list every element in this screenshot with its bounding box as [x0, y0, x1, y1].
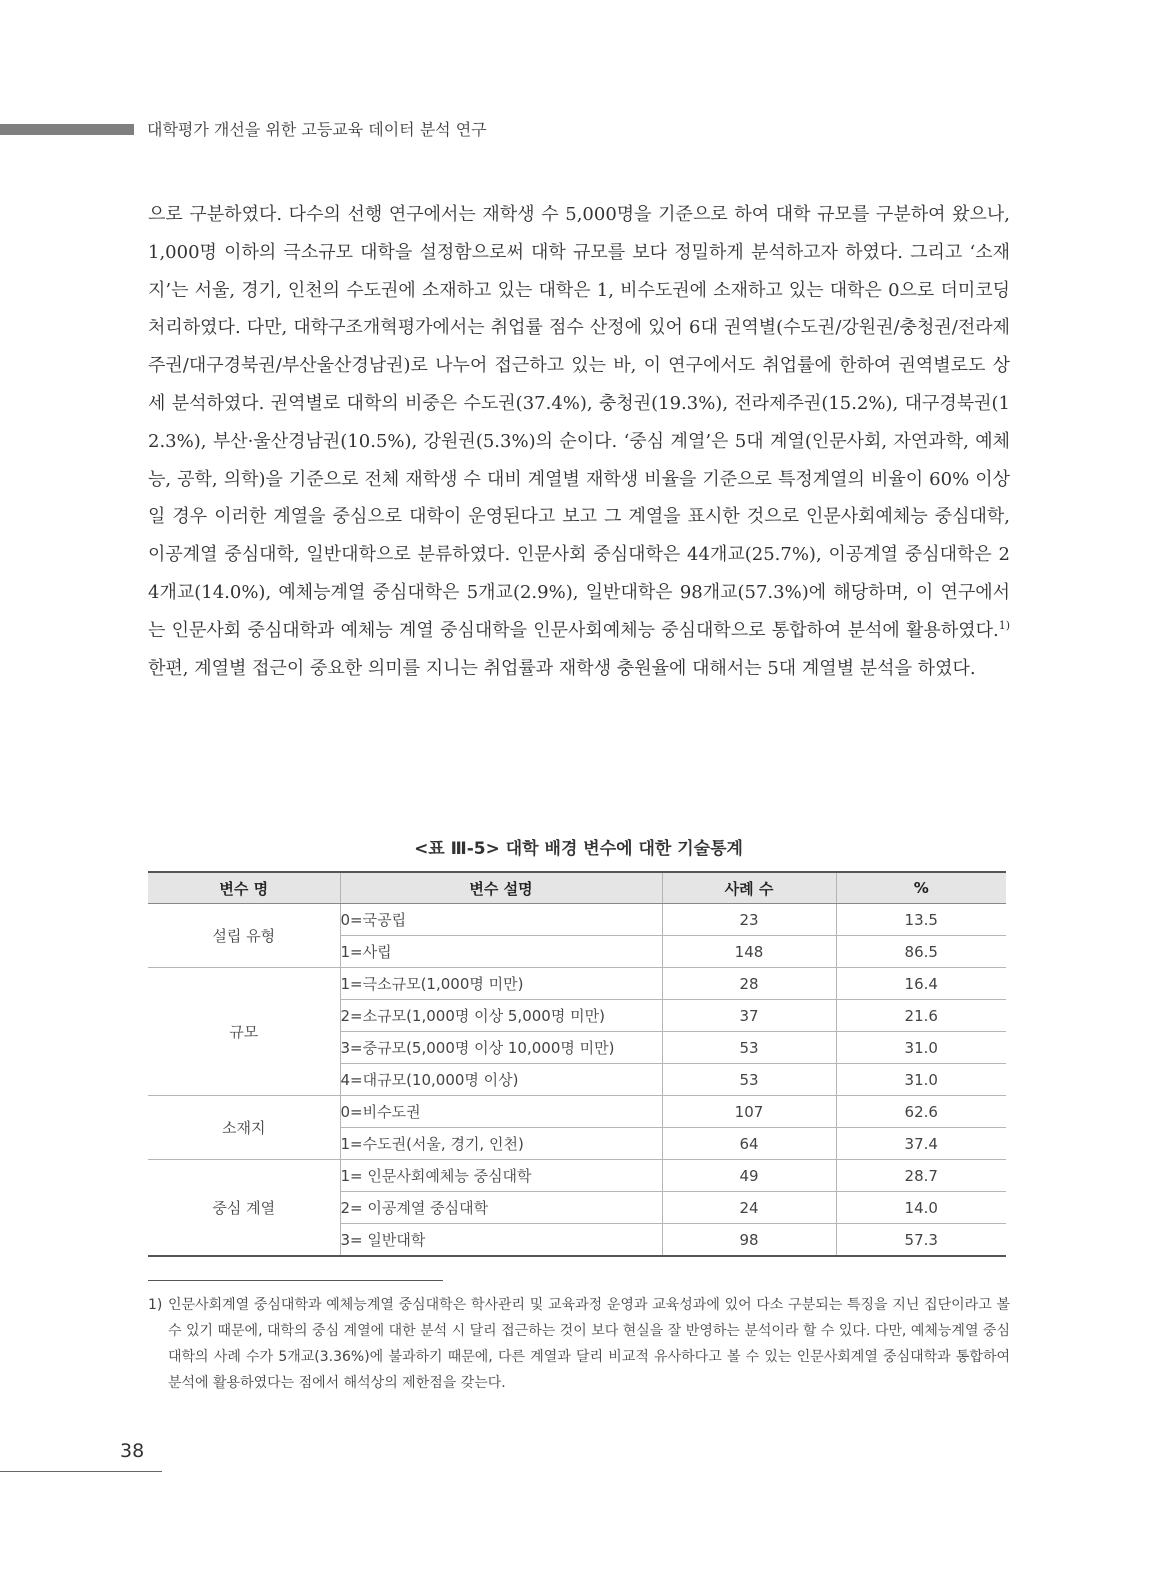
percent-cell: 31.0 [836, 1064, 1006, 1096]
column-header-variable: 변수 명 [148, 872, 340, 904]
descriptive-stats-table [148, 871, 1006, 1257]
table-header-row [148, 872, 1006, 904]
description-cell: 2= 이공계열 중심대학 [340, 1192, 662, 1224]
count-cell: 23 [662, 904, 836, 936]
footnote-reference[interactable]: 1) [998, 618, 1010, 632]
count-cell: 24 [662, 1192, 836, 1224]
variable-name-cell: 설립 유형 [148, 904, 340, 968]
table-row [148, 904, 1006, 936]
percent-cell: 31.0 [836, 1032, 1006, 1064]
description-cell: 1=사립 [340, 936, 662, 968]
percent-cell: 57.3 [836, 1224, 1006, 1257]
percent-cell: 62.6 [836, 1096, 1006, 1128]
footnote [148, 1292, 1010, 1396]
running-header-title: 대학평가 개선을 위한 고등교육 데이터 분석 연구 [147, 120, 487, 139]
page-number-rule [0, 1471, 162, 1472]
percent-cell: 28.7 [836, 1160, 1006, 1192]
count-cell: 53 [662, 1032, 836, 1064]
body-paragraph [148, 196, 1010, 687]
variable-name-cell: 소재지 [148, 1096, 340, 1160]
description-cell: 1=극소규모(1,000명 미만) [340, 968, 662, 1000]
description-cell: 4=대규모(10,000명 이상) [340, 1064, 662, 1096]
count-cell: 107 [662, 1096, 836, 1128]
count-cell: 28 [662, 968, 836, 1000]
variable-name-cell: 규모 [148, 968, 340, 1096]
table-row [148, 968, 1006, 1000]
percent-cell: 37.4 [836, 1128, 1006, 1160]
table-row [148, 1096, 1006, 1128]
count-cell: 49 [662, 1160, 836, 1192]
page-number: 38 [120, 1440, 145, 1462]
count-cell: 37 [662, 1000, 836, 1032]
description-cell: 3= 일반대학 [340, 1224, 662, 1257]
footnote-number: 1) [148, 1297, 163, 1313]
count-cell: 64 [662, 1128, 836, 1160]
column-header-count: 사례 수 [662, 872, 836, 904]
table-row [148, 1160, 1006, 1192]
description-cell: 2=소규모(1,000명 이상 5,000명 미만) [340, 1000, 662, 1032]
description-cell: 3=중규모(5,000명 이상 10,000명 미만) [340, 1032, 662, 1064]
percent-cell: 86.5 [836, 936, 1006, 968]
description-cell: 1=수도권(서울, 경기, 인천) [340, 1128, 662, 1160]
percent-cell: 16.4 [836, 968, 1006, 1000]
count-cell: 53 [662, 1064, 836, 1096]
column-header-description: 변수 설명 [340, 872, 662, 904]
footnote-divider [148, 1280, 443, 1281]
description-cell: 0=비수도권 [340, 1096, 662, 1128]
percent-cell: 13.5 [836, 904, 1006, 936]
description-cell: 0=국공립 [340, 904, 662, 936]
count-cell: 98 [662, 1224, 836, 1257]
percent-cell: 14.0 [836, 1192, 1006, 1224]
variable-name-cell: 중심 계열 [148, 1160, 340, 1257]
description-cell: 1= 인문사회예체능 중심대학 [340, 1160, 662, 1192]
count-cell: 148 [662, 936, 836, 968]
header-decoration-bar [0, 124, 134, 135]
body-text-part1: 으로 구분하였다. 다수의 선행 연구에서는 재학생 수 5,000명을 기준으로 하여 대학 규모를 구분하여 왔으나, 1,000명 이하의 극소규모 대학을 설정함으로써 대학 규모를 보다 정밀하게 분석하고자 하였다. 그리고 ‘소재지’는 서울, 경기, 인천의 수도권에 소재하고 있는 대학은 1, 비수도권에 소재하고 있는 대학은 0으로 더미코딩 처리하였다. 다만, 대학구조개혁평가에서는 취업률 점수 산정에 있어 6대 권역별(수도권/강원권/충청권/전라제주권/대구경북권/부산울산경남권)로 나누어 접근하고 있는 바, 이 연구에서도 취업률에 한하여 권역별로도 상세 분석하였다. 권역별로 대학의 비중은 수도권(37.4%), 충청권(19.3%), 전라제주권(15.2%), 대구경북권(12.3%), 부산·울산경남권(10.5%), 강원권(5.3%)의 순이다. ‘중심 계열’은 5대 계열(인문사회, 자연과학, 예체능, 공학, 의학)을 기준으로 전체 재학생 수 대비 계열별 재학생 비율을 기준으로 특정계열의 비율이 60% 이상일 경우 이러한 계열을 중심으로 대학이 운영된다고 보고 그 계열을 표시한 것으로 인문사회예체능 중심대학, 이공계열 중심대학, 일반대학으로 분류하였다. 인문사회 중심대학은 44개교(25.7%), 이공계열 중심대학은 24개교(14.0%), 예체능계열 중심대학은 5개교(2.9%), 일반대학은 98개교(57.3%)에 해당하며, 이 연구에서는 인문사회 중심대학과 예체능 계열 중심대학을 인문사회예체능 중심대학으로 통합하여 분석에 활용하였다. [148, 204, 1010, 641]
footnote-text: 인문사회계열 중심대학과 예체능계열 중심대학은 학사관리 및 교육과정 운영과 교육성과에 있어 다소 구분되는 특징을 지닌 집단이라고 볼 수 있기 때문에, 대학의 중심 계열에 대한 분석 시 달리 접근하는 것이 보다 현실을 잘 반영하는 분석이라 할 수 있다. 다만, 예체능계열 중심대학의 사례 수가 5개교(3.36%)에 불과하기 때문에, 다른 계열과 달리 비교적 유사하다고 볼 수 있는 인문사회계열 중심대학과 통합하여 분석에 활용하였다는 점에서 해석상의 제한점을 갖는다. [168, 1297, 1010, 1391]
table-caption: <표 Ⅲ-5> 대학 배경 변수에 대한 기술통계 [414, 839, 743, 859]
percent-cell: 21.6 [836, 1000, 1006, 1032]
body-text-part2: 한편, 계열별 접근이 중요한 의미를 지니는 취업률과 재학생 충원율에 대해서는 5대 계열별 분석을 하였다. [148, 657, 976, 679]
column-header-percent: % [836, 872, 1006, 904]
